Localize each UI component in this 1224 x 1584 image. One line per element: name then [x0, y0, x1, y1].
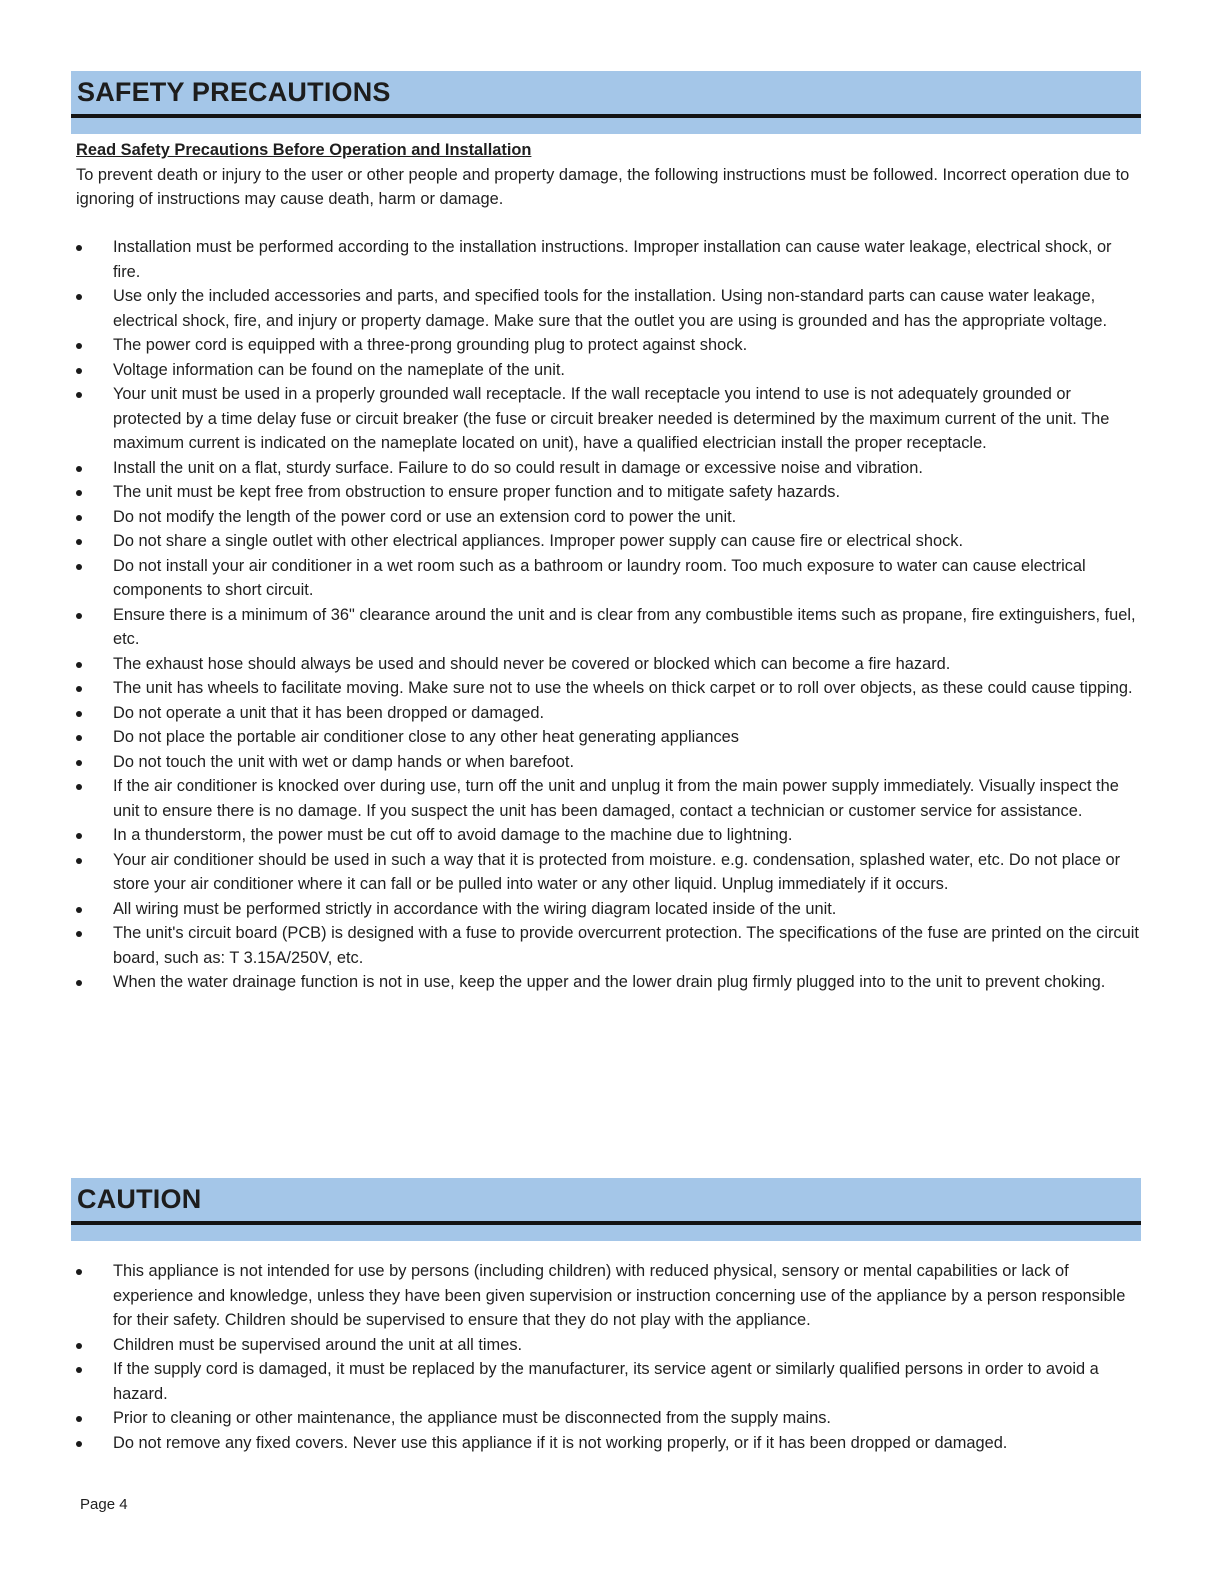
list-item: Your air conditioner should be used in such a way that it is protected from moisture. e.g. condensation, splashed water, etc. Do not place or store your air conditioner where it can fall or be pulled into water or any other liquid. Unplug immediately if it occurs. [76, 848, 1142, 897]
bullet-icon [76, 1367, 82, 1373]
bullet-icon [76, 539, 82, 545]
bullet-icon [76, 784, 82, 790]
bullet-icon [76, 686, 82, 692]
list-item: If the supply cord is damaged, it must be replaced by the manufacturer, its service agent or similarly qualified persons in order to avoid a hazard. [76, 1357, 1142, 1406]
bullet-icon [76, 735, 82, 741]
list-item: Install the unit on a flat, sturdy surface. Failure to do so could result in damage or excessive noise and vibration. [76, 456, 1142, 481]
list-item: If the air conditioner is knocked over during use, turn off the unit and unplug it from the main power supply immediately. Visually inspect the unit to ensure there is no damage. If you suspect the unit has been damaged, contact a technician or customer service for assistance. [76, 774, 1142, 823]
list-item: In a thunderstorm, the power must be cut off to avoid damage to the machine due to lightning. [76, 823, 1142, 848]
list-item: Do not touch the unit with wet or damp hands or when barefoot. [76, 750, 1142, 775]
list-item: The unit has wheels to facilitate moving. Make sure not to use the wheels on thick carpet or to roll over objects, as these could cause tipping. [76, 676, 1142, 701]
bullet-icon [76, 245, 82, 251]
list-item: Installation must be performed according to the installation instructions. Improper installation can cause water leakage, electrical shock, or fire. [76, 235, 1142, 284]
bullet-icon [76, 294, 82, 300]
safety-precautions-title: SAFETY PRECAUTIONS [77, 77, 391, 107]
list-item: Do not place the portable air conditioner close to any other heat generating appliances [76, 725, 1142, 750]
bullet-icon [76, 931, 82, 937]
safety-intro [76, 138, 1142, 212]
list-item: The unit's circuit board (PCB) is designed with a fuse to provide overcurrent protection. The specifications of the fuse are printed on the circuit board, such as: T 3.15A/250V, etc. [76, 921, 1142, 970]
caution-title: CAUTION [77, 1184, 202, 1214]
bullet-icon [76, 1343, 82, 1349]
bullet-icon [76, 662, 82, 668]
bullet-icon [76, 515, 82, 521]
bullet-icon [76, 711, 82, 717]
list-item: Children must be supervised around the unit at all times. [76, 1333, 1142, 1358]
caution-list [76, 1259, 1142, 1455]
list-item: The exhaust hose should always be used and should never be covered or blocked which can become a fire hazard. [76, 652, 1142, 677]
list-item: Do not share a single outlet with other electrical appliances. Improper power supply can cause fire or electrical shock. [76, 529, 1142, 554]
list-item: This appliance is not intended for use by persons (including children) with reduced physical, sensory or mental capabilities or lack of experience and knowledge, unless they have been given supervision or instruction concerning use of the appliance by a person responsible for their safety. Children should be supervised to ensure that they do not play with the appliance. [76, 1259, 1142, 1333]
bullet-icon [76, 1416, 82, 1422]
bullet-icon [76, 1269, 82, 1275]
bullet-icon [76, 490, 82, 496]
header-divider [71, 1221, 1141, 1225]
list-item: Use only the included accessories and parts, and specified tools for the installation. Using non-standard parts can cause water leakage, electrical shock, fire, and injury or property damage. Make sure that the outlet you are using is grounded and has the appropriate voltage. [76, 284, 1142, 333]
list-item: Do not operate a unit that it has been dropped or damaged. [76, 701, 1142, 726]
list-item: Voltage information can be found on the nameplate of the unit. [76, 358, 1142, 383]
list-item: Do not modify the length of the power cord or use an extension cord to power the unit. [76, 505, 1142, 530]
bullet-icon [76, 368, 82, 374]
bullet-icon [76, 392, 82, 398]
bullet-icon [76, 1441, 82, 1447]
bullet-icon [76, 343, 82, 349]
list-item: All wiring must be performed strictly in accordance with the wiring diagram located inside of the unit. [76, 897, 1142, 922]
bullet-icon [76, 833, 82, 839]
list-item: Do not remove any fixed covers. Never use this appliance if it is not working properly, or if it has been dropped or damaged. [76, 1431, 1142, 1456]
safety-subtitle: Read Safety Precautions Before Operation and Installation [76, 141, 532, 159]
list-item: The power cord is equipped with a three-prong grounding plug to protect against shock. [76, 333, 1142, 358]
safety-list [76, 235, 1142, 995]
list-item: The unit must be kept free from obstruction to ensure proper function and to mitigate safety hazards. [76, 480, 1142, 505]
bullet-icon [76, 564, 82, 570]
header-divider [71, 114, 1141, 118]
bullet-icon [76, 466, 82, 472]
list-item: Your unit must be used in a properly grounded wall receptacle. If the wall receptacle you intend to use is not adequately grounded or protected by a time delay fuse or circuit breaker (the fuse or circuit breaker needed is determined by the maximum current of the unit. The maximum current is indicated on the nameplate located on unit), have a qualified electrician install the proper receptacle. [76, 382, 1142, 456]
bullet-icon [76, 613, 82, 619]
safety-intro-text: To prevent death or injury to the user or other people and property damage, the following instructions must be followed. Incorrect operation due to ignoring of instructions may cause death, harm or damage. [76, 165, 1130, 208]
safety-precautions-header [71, 71, 1141, 134]
bullet-icon [76, 760, 82, 766]
list-item: Do not install your air conditioner in a wet room such as a bathroom or laundry room. Too much exposure to water can cause electrical components to short circuit. [76, 554, 1142, 603]
list-item: When the water drainage function is not in use, keep the upper and the lower drain plug firmly plugged into to the unit to prevent choking. [76, 970, 1142, 995]
bullet-icon [76, 980, 82, 986]
list-item: Ensure there is a minimum of 36" clearance around the unit and is clear from any combustible items such as propane, fire extinguishers, fuel, etc. [76, 603, 1142, 652]
bullet-icon [76, 907, 82, 913]
bullet-icon [76, 858, 82, 864]
list-item: Prior to cleaning or other maintenance, the appliance must be disconnected from the supply mains. [76, 1406, 1142, 1431]
caution-header [71, 1178, 1141, 1241]
page-number: Page 4 [80, 1496, 128, 1513]
